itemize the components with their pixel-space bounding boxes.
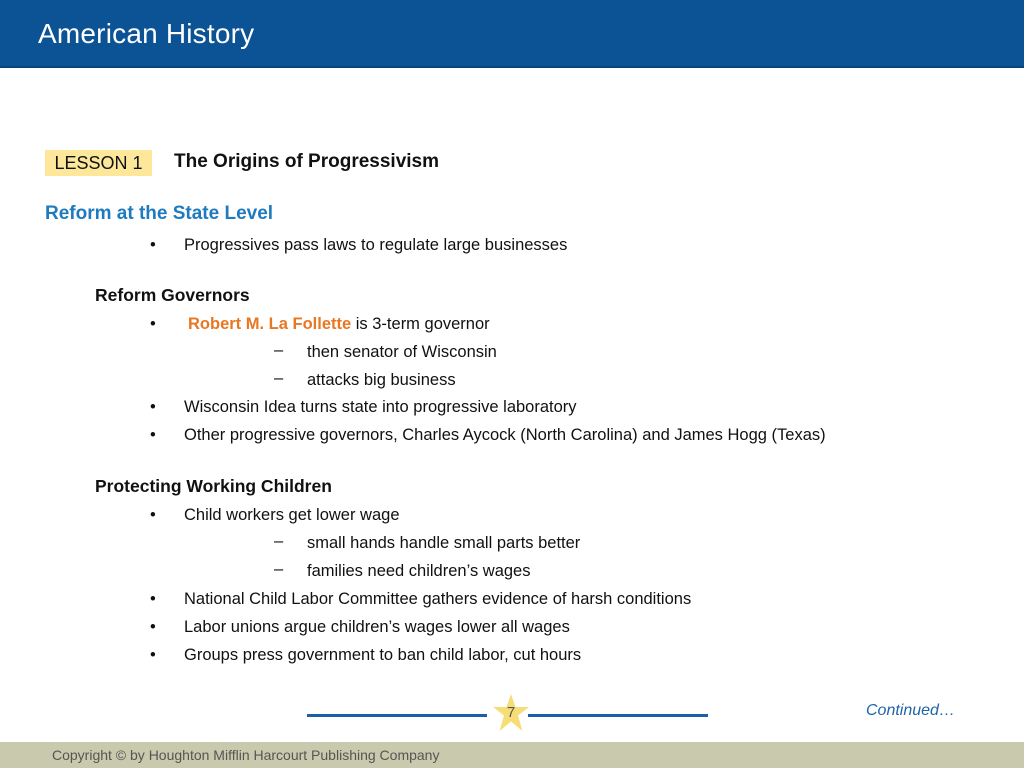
bullet-marker: •: [150, 618, 156, 636]
dash-text: attacks big business: [307, 371, 456, 389]
section-heading: Reform at the State Level: [45, 203, 274, 224]
bullet-text: Progressives pass laws to regulate large businesses: [184, 236, 568, 254]
bullet-text: Wisconsin Idea turns state into progressive laboratory: [184, 398, 577, 416]
lesson-badge: LESSON 1: [45, 150, 152, 176]
dash-text: small hands handle small parts better: [307, 534, 581, 552]
dash-marker: –: [274, 532, 284, 550]
reform-governors-heading: Reform Governors: [95, 285, 250, 305]
page-rule-left: [307, 714, 487, 717]
bullet-marker: •: [150, 426, 156, 444]
dash-marker: –: [274, 369, 284, 387]
lesson-title: The Origins of Progressivism: [174, 151, 440, 172]
bullet-text-rest: is 3-term governor: [351, 315, 490, 333]
highlighted-name: Robert M. La Follette: [188, 315, 352, 333]
bullet-marker: •: [150, 398, 156, 416]
bullet-text: [188, 313, 490, 335]
protecting-children-heading: Protecting Working Children: [95, 476, 332, 496]
bullet-marker: •: [150, 315, 156, 333]
bullet-text: Other progressive governors, Charles Aycock (North Carolina) and James Hogg (Texas): [184, 426, 826, 444]
bullet-marker: •: [150, 646, 156, 664]
dash-marker: –: [274, 341, 284, 359]
slide-footer: [0, 742, 1024, 768]
continued-link[interactable]: Continued…: [866, 702, 955, 719]
page-number: 7: [506, 704, 516, 721]
copyright-text: Copyright © by Houghton Mifflin Harcourt Publishing Company: [52, 747, 440, 763]
bullet-marker: •: [150, 590, 156, 608]
dash-text: then senator of Wisconsin: [307, 343, 497, 361]
dash-marker: –: [274, 560, 284, 578]
bullet-text: Labor unions argue children’s wages lower all wages: [184, 618, 570, 636]
bullet-text: Child workers get lower wage: [184, 506, 400, 524]
bullet-marker: •: [150, 506, 156, 524]
bullet-marker: •: [150, 236, 156, 254]
course-title: American History: [38, 18, 255, 49]
bullet-text: National Child Labor Committee gathers evidence of harsh conditions: [184, 590, 692, 608]
bullet-text: Groups press government to ban child labor, cut hours: [184, 646, 582, 664]
page-rule-right: [528, 714, 708, 717]
dash-text: families need children’s wages: [307, 562, 531, 580]
slide-header: [0, 0, 1024, 68]
